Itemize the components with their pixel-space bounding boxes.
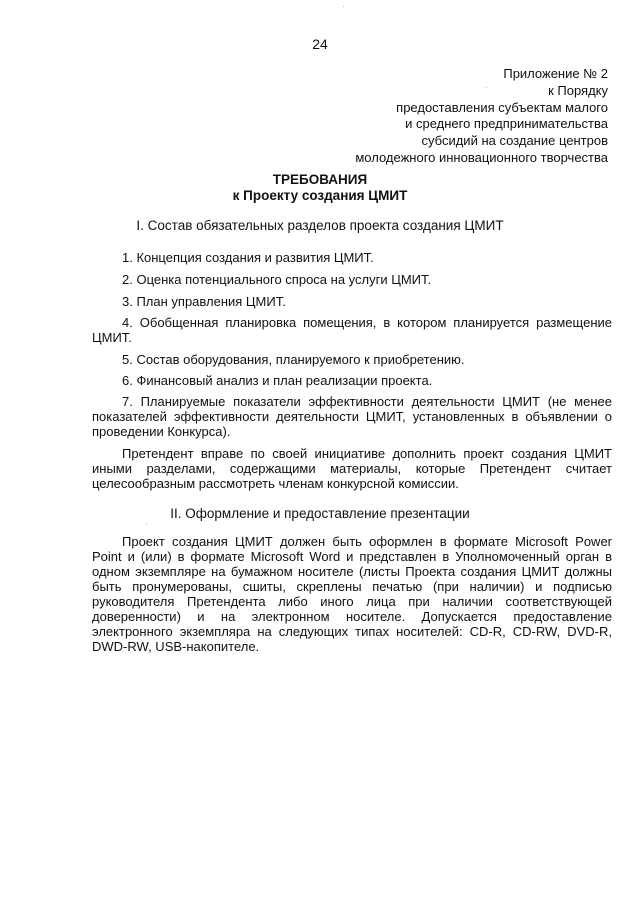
- title-main: ТРЕБОВАНИЯ: [272, 172, 368, 187]
- scan-speck: [343, 6, 344, 7]
- appendix-line: предоставления субъектам малого: [396, 99, 608, 115]
- paragraph: Претендент вправе по своей инициативе дополнить проект создания ЦМИТ иными разделами, содержащими материалы, которые Претендент считает целесообразным рассмотреть членам конкурсной комиссии.: [92, 446, 612, 491]
- page-number: 24: [312, 36, 328, 52]
- list-item: 2. Оценка потенциального спроса на услуги ЦМИТ.: [122, 272, 432, 287]
- appendix-line: субсидий на создание центров: [421, 133, 608, 149]
- title-sub: к Проекту создания ЦМИТ: [232, 188, 408, 203]
- list-item: 7. Планируемые показатели эффективности деятельности ЦМИТ (не менее показателей эффективности деятельности ЦМИТ, установленных в объявлении о проведении Конкурса).: [92, 394, 612, 439]
- section2-heading: II. Оформление и предоставление презентации: [170, 506, 470, 521]
- list-item: 4. Обобщенная планировка помещения, в котором планируется размещение ЦМИТ.: [92, 315, 612, 345]
- paragraph: Проект создания ЦМИТ должен быть оформлен в формате Microsoft Power Point и (или) в формате Microsoft Word и представлен в Уполномоченный орган в одном экземпляре на бумажном носителе (листы Проекта создания ЦМИТ должны быть пронумерованы, сшиты, скреплены печатью (при наличии) и подписью руководителя Претендента либо иного лица при наличии соответствующей доверенности) и на электронном носителе. Допускается предоставление электронного экземпляра на следующих типах носителей: CD-R, CD-RW, DVD-R, DWD-RW, USB-накопителе.: [92, 534, 612, 654]
- appendix-line: к Порядку: [548, 82, 608, 98]
- appendix-line: и среднего предпринимательства: [405, 116, 608, 132]
- appendix-header: [355, 66, 608, 167]
- scan-speck: [486, 87, 487, 88]
- document-title: [0, 172, 640, 204]
- list-item: 1. Концепция создания и развития ЦМИТ.: [122, 250, 374, 265]
- appendix-line: Приложение № 2: [503, 66, 608, 81]
- list-item: 3. План управления ЦМИТ.: [122, 294, 286, 309]
- list-item: 6. Финансовый анализ и план реализации проекта.: [122, 373, 433, 388]
- list-item: 5. Состав оборудования, планируемого к приобретению.: [122, 352, 465, 367]
- section1-heading: I. Состав обязательных разделов проекта создания ЦМИТ: [136, 218, 504, 233]
- appendix-line: молодежного инновационного творчества: [355, 149, 608, 165]
- scan-speck: [146, 524, 147, 525]
